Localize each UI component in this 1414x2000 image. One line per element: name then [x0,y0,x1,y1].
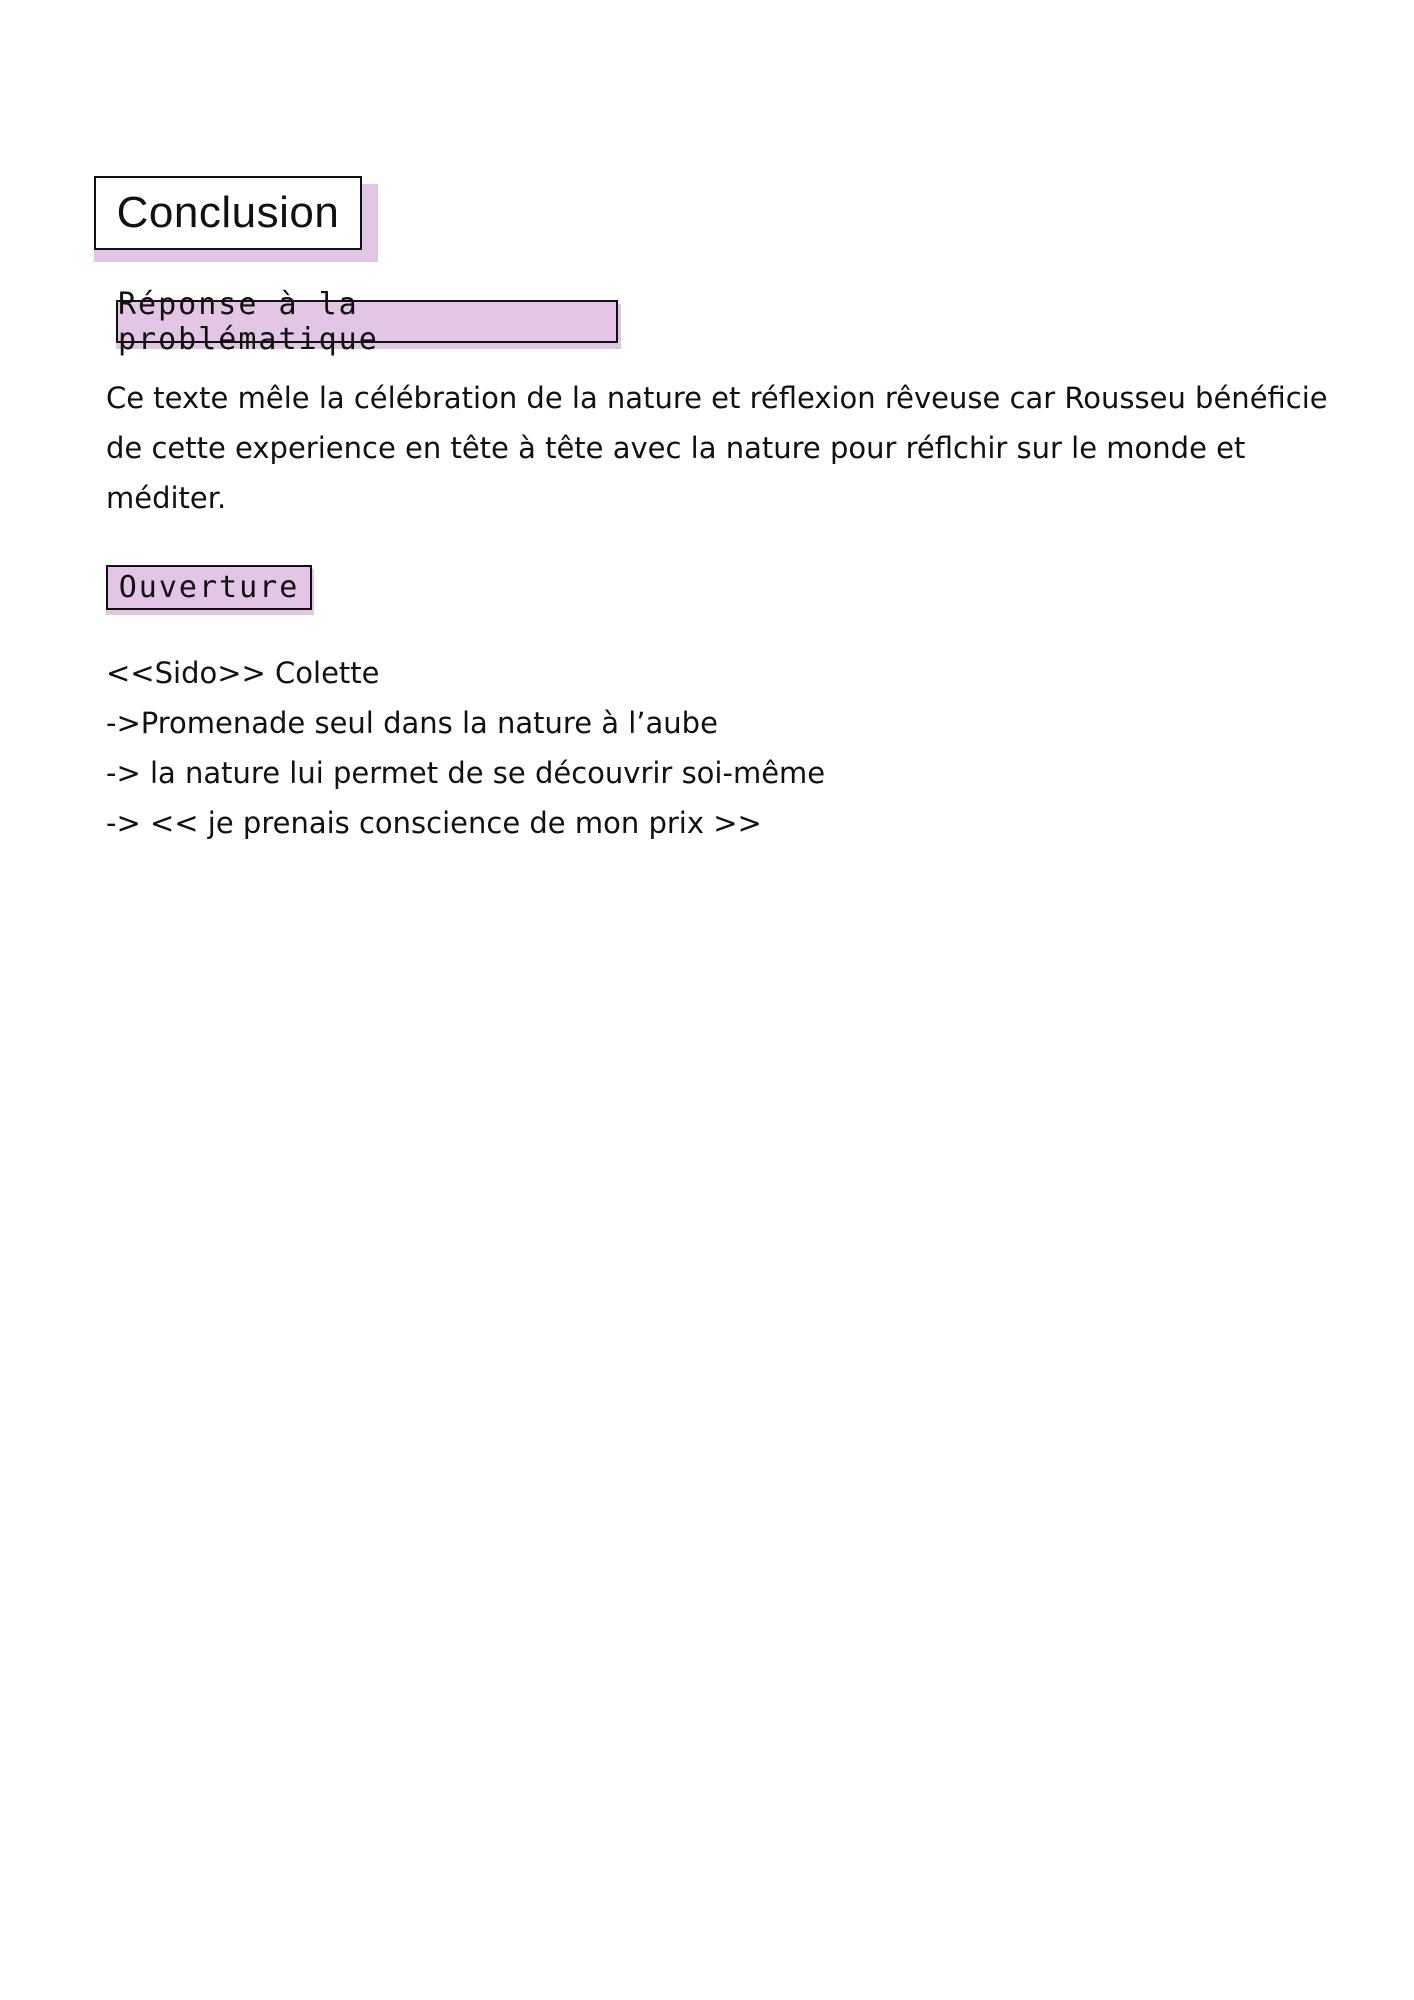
opening-line: -> la nature lui permet de se découvrir soi-même [106,756,826,790]
answer-paragraph: Ce texte mêle la célébration de la nature et réflexion rêveuse car Rousseu bénéficie de cette experience en tête à tête avec la nature pour réflchir sur le monde et méditer. [106,381,1328,515]
title-block [94,176,366,254]
page-title: Conclusion [94,176,362,250]
section-heading-answer: Réponse à la problématique [116,300,618,343]
opening-line: -> << je prenais conscience de mon prix >> [106,806,762,840]
opening-line: ->Promenade seul dans la nature à l’aube [106,706,718,740]
section-heading-opening: Ouverture [106,565,312,610]
opening-lines [106,648,1306,848]
opening-line: <<Sido>> Colette [106,656,380,690]
